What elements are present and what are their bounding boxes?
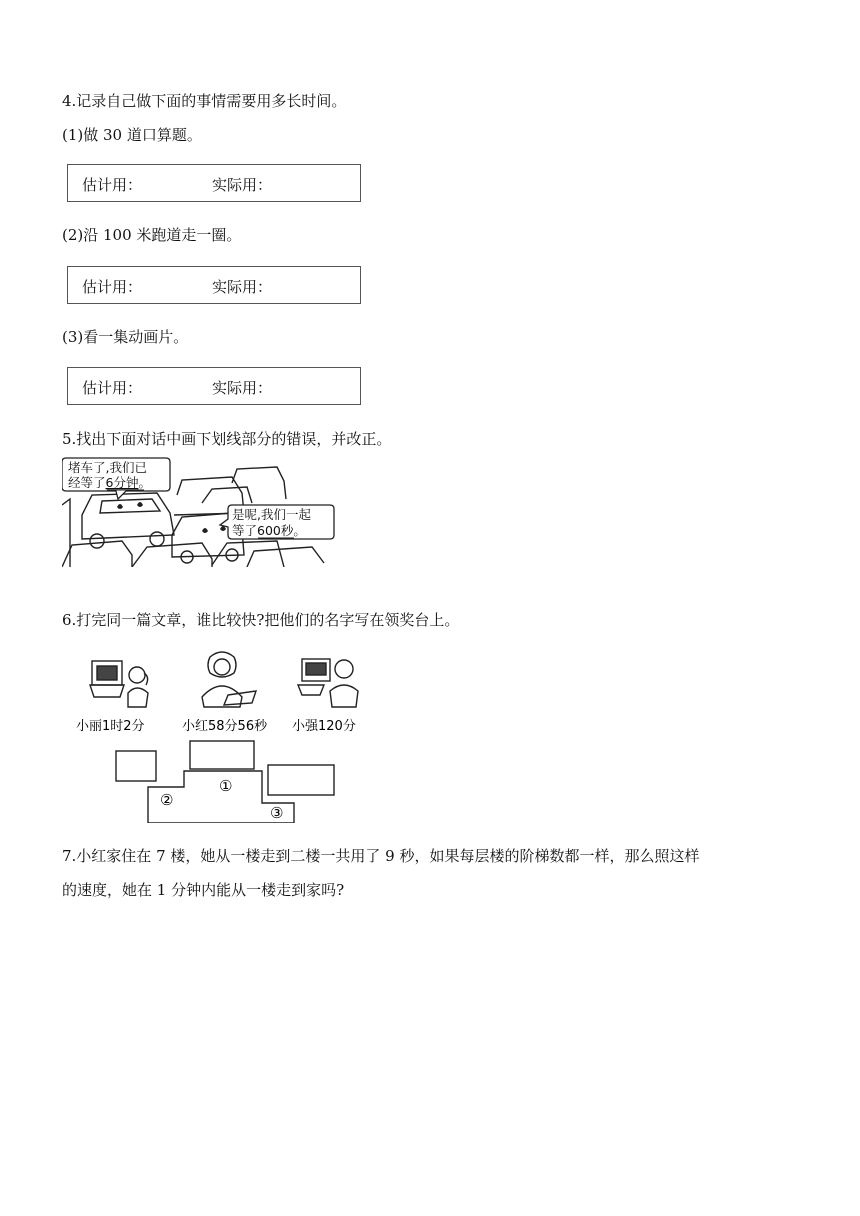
estimate-label: 估计用：	[82, 379, 143, 397]
podium-box-first[interactable]	[190, 741, 254, 769]
rank-second: ②	[160, 791, 174, 809]
question-7-line-1: 7.小红家住在 7 楼，她从一楼走到二楼一共用了 9 秒，如果每层楼的阶梯数都一样，那么照这样	[62, 847, 700, 865]
girl-figure	[128, 667, 148, 707]
question-4-title: 4.记录自己做下面的事情需要用多长时间。	[62, 92, 347, 110]
answer-box-3[interactable]	[67, 367, 361, 405]
traffic-jam-illustration	[62, 455, 347, 567]
boy-figure	[330, 660, 358, 707]
question-6-title: 6.打完同一篇文章，谁比较快?把他们的名字写在领奖台上。	[62, 611, 460, 629]
answer-box-2[interactable]	[67, 266, 361, 304]
estimate-label: 估计用：	[82, 176, 143, 194]
question-7-line-2: 的速度，她在 1 分钟内能从一楼走到家吗?	[62, 881, 345, 899]
computer-icon	[90, 661, 124, 697]
laptop-icon	[224, 691, 256, 705]
rank-third: ③	[270, 804, 284, 822]
bubble-2-line-1: 是呢,我们一起	[232, 507, 311, 522]
actual-label: 实际用：	[212, 176, 273, 194]
question-5-title: 5.找出下面对话中画下划线部分的错误，并改正。	[62, 430, 392, 448]
podium-box-third[interactable]	[268, 765, 334, 795]
bubble-1-line-2: 经等了6分钟。	[68, 475, 151, 490]
actual-label: 实际用：	[212, 379, 273, 397]
actual-label: 实际用：	[212, 278, 273, 296]
underlined-text-2: 600秒	[257, 523, 294, 538]
typing-race-illustration	[62, 645, 397, 823]
bubble-2-line-2: 等了600秒。	[232, 523, 306, 538]
computer-icon-2	[298, 659, 330, 695]
question-4-item-3: (3)看一集动画片。	[62, 328, 189, 346]
underlined-text-1: 6分钟	[105, 475, 139, 490]
estimate-label: 估计用：	[82, 278, 143, 296]
name-xiaoli: 小丽1时2分	[76, 719, 145, 734]
question-4-item-2: (2)沿 100 米跑道走一圈。	[62, 226, 242, 244]
name-xiaohong: 小红58分56秒	[182, 719, 268, 734]
podium-box-second[interactable]	[116, 751, 156, 781]
bubble-1-line-1: 堵车了,我们已	[68, 460, 147, 475]
question-4-item-1: (1)做 30 道口算题。	[62, 126, 202, 144]
answer-box-1[interactable]	[67, 164, 361, 202]
rank-first: ①	[219, 777, 233, 795]
woman-figure	[202, 652, 242, 707]
name-xiaoqiang: 小强120分	[292, 719, 356, 734]
